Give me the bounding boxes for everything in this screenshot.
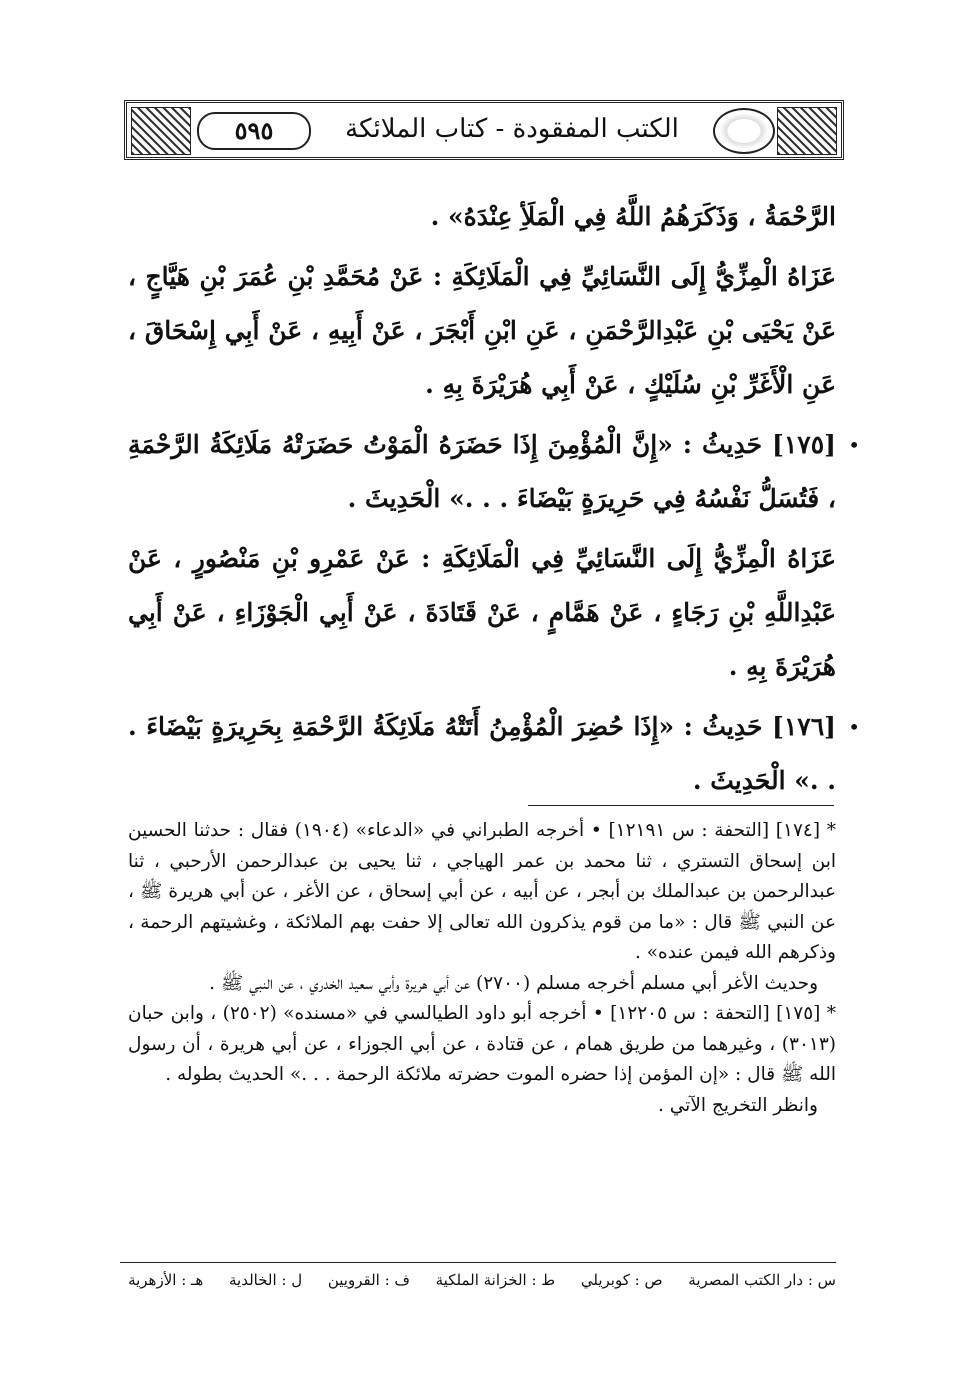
sigla-divider: [120, 1262, 836, 1263]
footnote-174: * [١٧٤] [التحفة : س ١٢١٩١] • أخرجه الطبراني في «الدعاء» (١٩٠٤) فقال : حدثنا الحسين ابن إسحاق التستري ، ثنا محمد بن عمر الهياجي ، ثنا يحيى بن عبدالرحمن الأرحبي ، ثنا عبدالرحمن بن عبدالملك بن أبجر ، عن أبيه ، عن أبي إسحاق ، عن الأغر ، عن أبي هريرة ﷺ ، عن النبي ﷺ قال : «ما من قوم يذكرون الله تعالى إلا حفت بهم الملائكة ، وغشيتهم الرحمة ، وذكرهم الله فيمن عنده» .: [128, 820, 837, 963]
paragraph-attribution-2: عَزَاهُ الْمِزِّيُّ إِلَى النَّسَائِيِّ فِي الْمَلَائِكَةِ : عَنْ عَمْرِو بْنِ مَنْصُورٍ ، عَنْ عَبْدِاللَّهِ بْنِ رَجَاءٍ ، عَنْ هَمَّامٍ ، عَنْ قَتَادَةَ ، عَنْ أَبِي الْجَوْزَاءِ ، عَنْ أَبِي هُرَيْرَةَ بِهِ .: [128, 544, 836, 681]
siglum: س : دار الكتب المصرية: [688, 1271, 836, 1289]
bullet-icon: •: [848, 715, 860, 739]
siglum: ط : الخزانة الملكية: [435, 1271, 556, 1289]
siglum: ف : القرويين: [327, 1271, 410, 1289]
main-text: [128, 190, 860, 814]
running-title: الكتب المفقودة - كتاب الملائكة: [345, 114, 679, 144]
page-number: ٥٩٥: [197, 112, 311, 150]
siglum: هـ : الأزهرية: [128, 1271, 204, 1289]
publisher-seal-icon: [713, 108, 775, 154]
paragraph-continuation: الرَّحْمَةُ ، وَذَكَرَهُمُ اللَّهُ فِي الْمَلَأِ عِنْدَهُ» .: [430, 202, 836, 231]
footnote-175: * [١٧٥] [التحفة : س ١٢٢٠٥] • أخرجه أبو داود الطيالسي في «مسنده» (٢٥٠٢) ، وابن حبان (٣٠١٣) ، وغيرهما من طريق همام ، عن قتادة ، عن أبي الجوزاء ، عن أبي هريرة ، أن رسول الله ﷺ قال : «إن المؤمن إذا حضره الموت حضرته ملائكة الرحمة . . .» الحديث بطوله .: [128, 1003, 836, 1085]
hadith-175: • [١٧٥] حَدِيثُ : «إِنَّ الْمُؤْمِنَ إِذَا حَضَرَهُ الْمَوْتُ حَضَرَتْهُ مَلَائِكَةُ الرَّحْمَةِ ، فَتُسَلُّ نَفْسُهُ فِي حَرِيرَةٍ بَيْضَاءَ . . .» الْحَدِيثَ .: [128, 418, 836, 526]
manuscript-sigla: [128, 1268, 836, 1292]
right-ornament-icon: [777, 107, 837, 155]
siglum: ل : الخالدية: [229, 1271, 303, 1289]
siglum: ص : كوبريلي: [580, 1271, 663, 1289]
paragraph-attribution: عَزَاهُ الْمِزِّيُّ إِلَى النَّسَائِيِّ فِي الْمَلَائِكَةِ : عَنْ مُحَمَّدِ بْنِ عُمَرَ بْنِ هَيَّاجٍ ، عَنْ يَحْيَى بْنِ عَبْدِالرَّحْمَنِ ، عَنِ ابْنِ أَبْجَرَ ، عَنْ أَبِيهِ ، عَنْ أَبِي إِسْحَاقَ ، عَنِ الْأَغَرِّ بْنِ سُلَيْكٍ ، عَنْ أَبِي هُرَيْرَةَ بِهِ .: [128, 262, 836, 399]
footnote-175-note: وانظر التخريج الآتي .: [658, 1094, 818, 1116]
page-header: [124, 100, 844, 160]
hadith-176: • [١٧٦] حَدِيثُ : «إِذَا حُضِرَ الْمُؤْمِنُ أَتَتْهُ مَلَائِكَةُ الرَّحْمَةِ بِحَرِيرَةٍ بَيْضَاءَ . . .» الْحَدِيثَ .: [128, 700, 836, 808]
left-ornament-icon: [131, 107, 191, 155]
bullet-icon: •: [848, 433, 860, 457]
footnotes: [128, 816, 836, 1121]
footnote-174-note: وحديث الأغر أبي مسلم أخرجه مسلم (٢٧٠٠) عن أبي هريرة وأبي سعيد الخدري ، عن النبي ﷺ .: [209, 972, 818, 994]
footnote-divider: [528, 805, 834, 806]
